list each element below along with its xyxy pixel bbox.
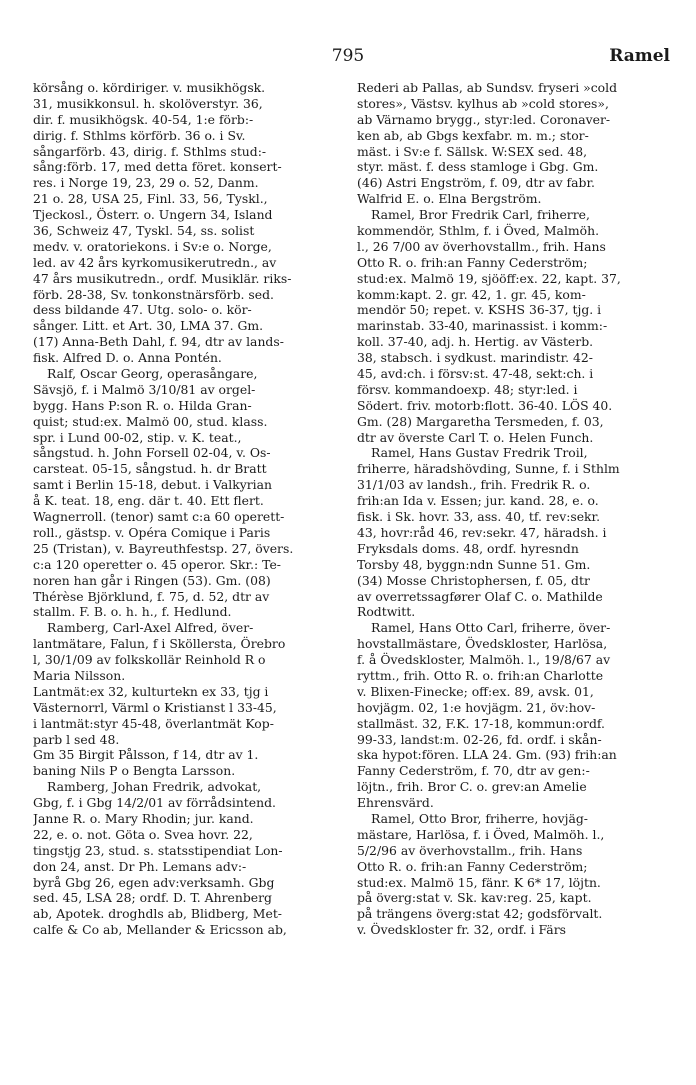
text-line: fisk. Alfred D. o. Anna Pontén.	[33, 350, 222, 366]
text-line: komm:kapt. 2. gr. 42, 1. gr. 45, kom-	[357, 286, 586, 302]
text-line: Södert. friv. motorb:flott. 36-40. LÖS 40.	[357, 397, 613, 413]
running-head: Ramel	[609, 46, 670, 66]
text-line: spr. i Lund 00-02, stip. v. K. teat.,	[33, 429, 242, 445]
text-line: sånger. Litt. et Art. 30, LMA 37. Gm.	[33, 318, 264, 334]
text-line: quist; stud:ex. Malmö 00, stud. klass.	[33, 413, 268, 429]
text-line: 45, avd:ch. i försv:st. 47-48, sekt:ch. i	[357, 366, 594, 382]
text-line: dir. f. musikhögsk. 40-54, 1:e förb:-	[33, 111, 254, 127]
text-line: mendör 50; repet. v. KSHS 36-37, tjg. i	[357, 302, 602, 318]
text-line: roll., gästsp. v. Opéra Comique i Paris	[33, 524, 271, 540]
text-line: parb l sed 48.	[33, 731, 120, 747]
text-line: Sävsjö, f. i Malmö 3/10/81 av orgel-	[33, 381, 256, 397]
text-line: calfe & Co ab, Mellander & Ericsson ab,	[33, 922, 287, 938]
text-line: sed. 45, LSA 28; ordf. D. T. Ahrenberg	[33, 890, 272, 906]
text-line: led. av 42 års kyrkomusikerutredn., av	[33, 254, 277, 270]
text-line: Tjeckosl., Österr. o. Ungern 34, Island	[33, 207, 273, 223]
text-line: Lantmät:ex 32, kulturtekn ex 33, tjg i	[33, 683, 269, 699]
text-line: mästare, Harlösa, f. i Öved, Malmöh. l.,	[357, 826, 605, 842]
text-line: 43, hovr:råd 46, rev:sekr. 47, häradsh. i	[357, 524, 607, 540]
text-line: stud:ex. Malmö 19, sjööff:ex. 22, kapt. 37,	[357, 270, 621, 286]
text-line: Walfrid E. o. Elna Bergström.	[357, 191, 542, 207]
text-line: v. Blixen-Finecke; off:ex. 89, avsk. 01,	[357, 683, 594, 699]
text-line: friherre, häradshövding, Sunne, f. i Sthlm	[357, 461, 620, 477]
text-line: Rodtwitt.	[357, 604, 416, 620]
text-line: i lantmät:styr 45-48, överlantmät Kop-	[33, 715, 274, 731]
text-line: c:a 120 operetter o. 45 operor. Skr.: Te-	[33, 556, 281, 572]
text-line: (34) Mosse Christophersen, f. 05, dtr	[357, 572, 590, 588]
text-line: Gm 35 Birgit Pålsson, f 14, dtr av 1.	[33, 747, 259, 763]
entry-headword-line: Ralf, Oscar Georg, operasångare,	[47, 366, 258, 382]
text-line: Ehrensvärd.	[357, 795, 434, 811]
text-line: bygg. Hans P:son R. o. Hilda Gran-	[33, 397, 252, 413]
text-line: f. å Övedskloster, Malmöh. l., 19/8/67 av	[357, 652, 611, 668]
text-line: hovstallmästare, Övedskloster, Harlösa,	[357, 636, 608, 652]
page-number: 795	[331, 46, 365, 66]
text-line: dtr av överste Carl T. o. Helen Funch.	[357, 429, 594, 445]
text-line: Otto R. o. frih:an Fanny Cederström;	[357, 858, 588, 874]
text-line: Fanny Cederström, f. 70, dtr av gen:-	[357, 763, 590, 779]
text-line: körsång o. kördiriger. v. musikhögsk.	[33, 80, 266, 95]
text-line: stud:ex. Malmö 15, fänr. K 6* 17, löjtn.	[357, 874, 601, 890]
text-line: 31/1/03 av landsh., frih. Fredrik R. o.	[357, 477, 591, 493]
text-line: Janne R. o. Mary Rhodin; jur. kand.	[33, 810, 254, 826]
text-line: ryttm., frih. Otto R. o. frih:an Charlotte	[357, 667, 604, 683]
text-line: stallmäst. 32, F.K. 17-18, kommun:ordf.	[357, 715, 605, 731]
text-line: l, 30/1/09 av folkskollär Reinhold R o	[33, 652, 266, 668]
text-line: v. Övedskloster fr. 32, ordf. i Färs	[357, 922, 566, 938]
text-line: å K. teat. 18, eng. där t. 40. Ett flert.	[33, 493, 264, 509]
text-line: löjtn., frih. Bror C. o. grev:an Amelie	[357, 779, 587, 795]
text-line: på överg:stat v. Sk. kav:reg. 25, kapt.	[357, 890, 592, 906]
text-line: Gm. (28) Margaretha Tersmeden, f. 03,	[357, 413, 604, 429]
text-line: sångarförb. 43, dirig. f. Sthlms stud:-	[33, 143, 267, 159]
text-line: stallm. F. B. o. h. h., f. Hedlund.	[33, 604, 232, 620]
text-line: ab, Apotek. droghdls ab, Blidberg, Met-	[33, 906, 282, 922]
text-line: (17) Anna-Beth Dahl, f. 94, dtr av lands-	[33, 334, 284, 350]
text-line: försv. kommandoexp. 48; styr:led. i	[357, 381, 578, 397]
text-line: ab Värnamo brygg., styr:led. Coronaver-	[357, 111, 611, 127]
text-line: Thérèse Björklund, f. 75, d. 52, dtr av	[33, 588, 270, 604]
text-line: 25 (Tristan), v. Bayreuthfestsp. 27, övers.	[33, 540, 294, 556]
text-line: Rederi ab Pallas, ab Sundsv. fryseri »cold	[357, 80, 618, 95]
text-line: Fryksdals doms. 48, ordf. hyresndn	[357, 540, 579, 556]
text-line: Gbg, f. i Gbg 14/2/01 av förrådsintend.	[33, 795, 276, 811]
entry-headword-line: Ramel, Hans Otto Carl, friherre, över-	[371, 620, 611, 636]
text-line: Torsby 48, byggn:ndn Sunne 51. Gm.	[357, 556, 591, 572]
entry-headword-line: Ramberg, Carl-Axel Alfred, över-	[47, 620, 254, 636]
right-column	[357, 80, 663, 938]
text-line: l., 26 7/00 av överhovstallm., frih. Hans	[357, 238, 606, 254]
entry-headword-line: Ramel, Hans Gustav Fredrik Troil,	[371, 445, 588, 461]
text-line: lantmätare, Falun, f i Sköllersta, Örebro	[33, 636, 286, 652]
text-line: tingstjg 23, stud. s. statsstipendiat Lon-	[33, 842, 283, 858]
text-line: 21 o. 28, USA 25, Finl. 33, 56, Tyskl.,	[33, 191, 268, 207]
text-line: styr. mäst. f. dess stamloge i Gbg. Gm.	[357, 159, 599, 175]
text-line: 47 års musikutredn., ordf. Musiklär. riks-	[33, 270, 292, 286]
text-line: frih:an Ida v. Essen; jur. kand. 28, e. o.	[357, 493, 599, 509]
text-line: 5/2/96 av överhovstallm., frih. Hans	[357, 842, 583, 858]
text-line: Wagnerroll. (tenor) samt c:a 60 operett-	[33, 509, 285, 525]
text-line: carsteat. 05-15, sångstud. h. dr Bratt	[33, 461, 267, 477]
text-line: 99-33, landst:m. 02-26, fd. ordf. i skån-	[357, 731, 602, 747]
text-line: Västernorrl, Värml o Kristianst l 33-45,	[33, 699, 277, 715]
text-line: på trängens överg:stat 42; godsförvalt.	[357, 906, 603, 922]
text-line: 31, musikkonsul. h. skolöverstyr. 36,	[33, 95, 263, 111]
entry-headword-line: Ramberg, Johan Fredrik, advokat,	[47, 779, 262, 795]
text-line: ken ab, ab Gbgs kexfabr. m. m.; stor-	[357, 127, 589, 143]
text-line: dirig. f. Sthlms körförb. 36 o. i Sv.	[33, 127, 246, 143]
text-line: fisk. i Sk. hovr. 33, ass. 40, tf. rev:sekr.	[357, 509, 601, 525]
text-line: res. i Norge 19, 23, 29 o. 52, Danm.	[33, 175, 259, 191]
text-line: 22, e. o. not. Göta o. Svea hovr. 22,	[33, 826, 253, 842]
entry-headword-line: Ramel, Bror Fredrik Carl, friherre,	[371, 207, 590, 223]
text-line: samt i Berlin 15-18, debut. i Valkyrian	[33, 477, 272, 493]
text-line: ska hypot:fören. LLA 24. Gm. (93) frih:an	[357, 747, 617, 763]
text-line: hovjägm. 02, 1:e hovjägm. 21, öv:hov-	[357, 699, 596, 715]
text-line: Maria Nilsson.	[33, 667, 126, 683]
text-line: don 24, anst. Dr Ph. Lemans adv:-	[33, 858, 247, 874]
text-line: noren han går i Ringen (53). Gm. (08)	[33, 572, 271, 588]
text-line: Otto R. o. frih:an Fanny Cederström;	[357, 254, 588, 270]
text-line: medv. v. oratoriekons. i Sv:e o. Norge,	[33, 238, 272, 254]
text-line: koll. 37-40, adj. h. Hertig. av Västerb.	[357, 334, 594, 350]
text-line: kommendör, Sthlm, f. i Öved, Malmöh.	[357, 223, 600, 239]
left-column	[33, 80, 329, 938]
text-line: marinstab. 33-40, marinassist. i komm:-	[357, 318, 608, 334]
text-line: förb. 28-38, Sv. tonkonstnärsförb. sed.	[33, 286, 274, 302]
entry-headword-line: Ramel, Otto Bror, friherre, hovjäg-	[371, 810, 588, 826]
text-line: (46) Astri Engström, f. 09, dtr av fabr.	[357, 175, 595, 191]
text-line: stores», Västsv. kylhus ab »cold stores»,	[357, 95, 609, 111]
text-line: 36, Schweiz 47, Tyskl. 54, ss. solist	[33, 223, 255, 239]
text-line: sångstud. h. John Forsell 02-04, v. Os-	[33, 445, 271, 461]
text-line: dess bildande 47. Utg. solo- o. kör-	[33, 302, 252, 318]
text-line: mäst. i Sv:e f. Sällsk. W:SEX sed. 48,	[357, 143, 588, 159]
text-line: 38, stabsch. i sydkust. marindistr. 42-	[357, 350, 593, 366]
text-line: sång:förb. 17, med detta föret. konsert-	[33, 159, 282, 175]
text-line: av overretssagfører Olaf C. o. Mathilde	[357, 588, 603, 604]
text-line: byrå Gbg 26, egen adv:verksamh. Gbg	[33, 874, 275, 890]
text-line: baning Nils P o Bengta Larsson.	[33, 763, 236, 779]
